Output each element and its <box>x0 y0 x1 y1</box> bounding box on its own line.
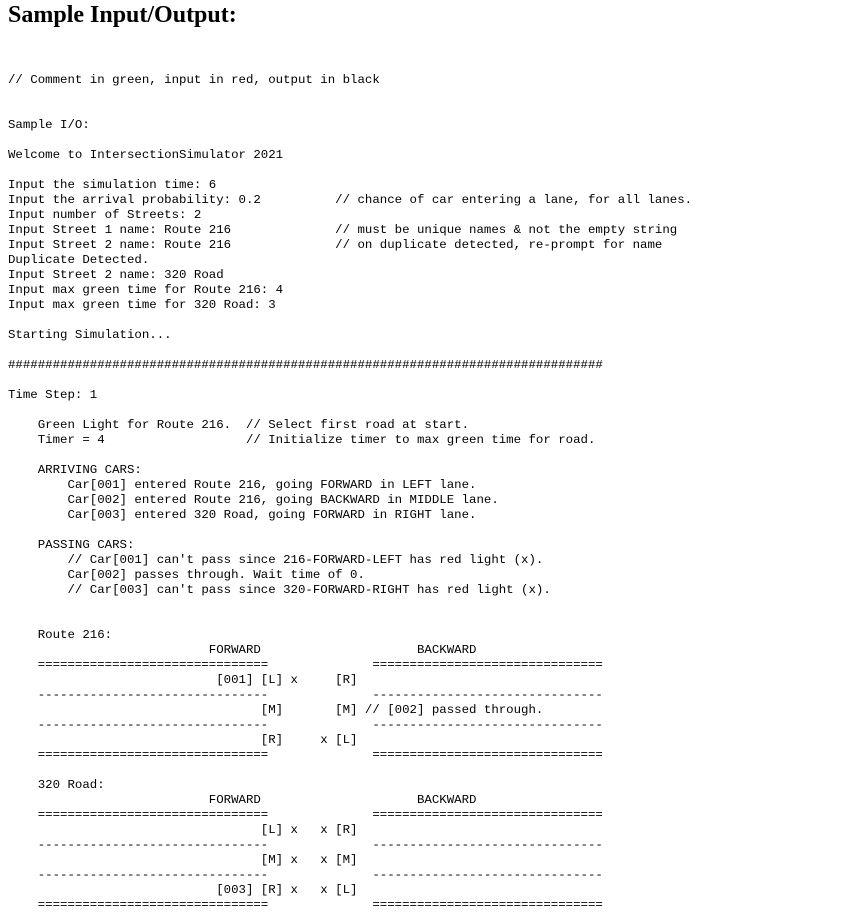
page-title: Sample Input/Output: <box>8 2 237 28</box>
console-line: [R] x [L] <box>8 733 358 747</box>
console-line: Duplicate Detected. <box>8 253 150 267</box>
console-line <box>8 763 692 778</box>
console-line <box>8 523 692 538</box>
console-line: ARRIVING CARS: <box>8 463 142 477</box>
console-line <box>8 598 692 613</box>
console-line: FORWARD BACKWARD <box>8 643 477 657</box>
console-line: Sample I/O: <box>8 118 90 132</box>
console-line <box>8 163 692 178</box>
console-line: Car[002] entered Route 216, going BACKWARD in MIDDLE lane. <box>8 493 499 507</box>
console-line <box>8 58 692 73</box>
console-line: =============================== =============================== <box>8 898 603 912</box>
console-line: // Comment in green, input in red, output in black <box>8 73 380 87</box>
console-line: 320 Road: <box>8 778 105 792</box>
console-line: Welcome to IntersectionSimulator 2021 <box>8 148 284 162</box>
console-line: Timer = 4 // Initialize timer to max green time for road. <box>8 433 596 447</box>
console-line: Green Light for Route 216. // Select first road at start. <box>8 418 470 432</box>
console-line: Car[001] entered Route 216, going FORWARD in LEFT lane. <box>8 478 477 492</box>
console-line: [L] x x [R] <box>8 823 358 837</box>
console-line: // Car[001] can't pass since 216-FORWARD-LEFT has red light (x). <box>8 553 544 567</box>
console-line: // Car[003] can't pass since 320-FORWARD-RIGHT has red light (x). <box>8 583 551 597</box>
console-line: =============================== =============================== <box>8 748 603 762</box>
console-line <box>8 403 692 418</box>
console-line: Car[003] entered 320 Road, going FORWARD in RIGHT lane. <box>8 508 477 522</box>
console-line: Input Street 2 name: Route 216 // on duplicate detected, re-prompt for name <box>8 238 663 252</box>
console-line: Input Street 2 name: 320 Road <box>8 268 224 282</box>
console-line: Starting Simulation... <box>8 328 172 342</box>
console-line: ------------------------------- ------------------------------- <box>8 718 603 732</box>
console-line <box>8 613 692 628</box>
console-line <box>8 343 692 358</box>
console-line: [001] [L] x [R] <box>8 673 358 687</box>
console-line: [M] [M] // [002] passed through. <box>8 703 544 717</box>
console-line: Route 216: <box>8 628 113 642</box>
console-line <box>8 133 692 148</box>
console-line <box>8 373 692 388</box>
console-output <box>8 58 692 913</box>
console-line: Input max green time for Route 216: 4 <box>8 283 284 297</box>
console-line <box>8 88 692 103</box>
console-line <box>8 448 692 463</box>
console-line: Input the arrival probability: 0.2 // chance of car entering a lane, for all lanes. <box>8 193 693 207</box>
console-line: Input max green time for 320 Road: 3 <box>8 298 276 312</box>
console-line: [003] [R] x x [L] <box>8 883 358 897</box>
console-line: ------------------------------- ------------------------------- <box>8 838 603 852</box>
console-line <box>8 103 692 118</box>
console-line: Time Step: 1 <box>8 388 98 402</box>
console-line: =============================== =============================== <box>8 658 603 672</box>
console-line: PASSING CARS: <box>8 538 135 552</box>
console-line: [M] x x [M] <box>8 853 358 867</box>
console-line: ################################################################################ <box>8 358 603 372</box>
console-line: Input the simulation time: 6 <box>8 178 217 192</box>
console-line: Input number of Streets: 2 <box>8 208 202 222</box>
console-line <box>8 313 692 328</box>
console-line: Input Street 1 name: Route 216 // must be unique names & not the empty string <box>8 223 678 237</box>
console-line: =============================== =============================== <box>8 808 603 822</box>
console-line: FORWARD BACKWARD <box>8 793 477 807</box>
console-line: ------------------------------- ------------------------------- <box>8 868 603 882</box>
console-line: ------------------------------- ------------------------------- <box>8 688 603 702</box>
console-line: Car[002] passes through. Wait time of 0. <box>8 568 365 582</box>
